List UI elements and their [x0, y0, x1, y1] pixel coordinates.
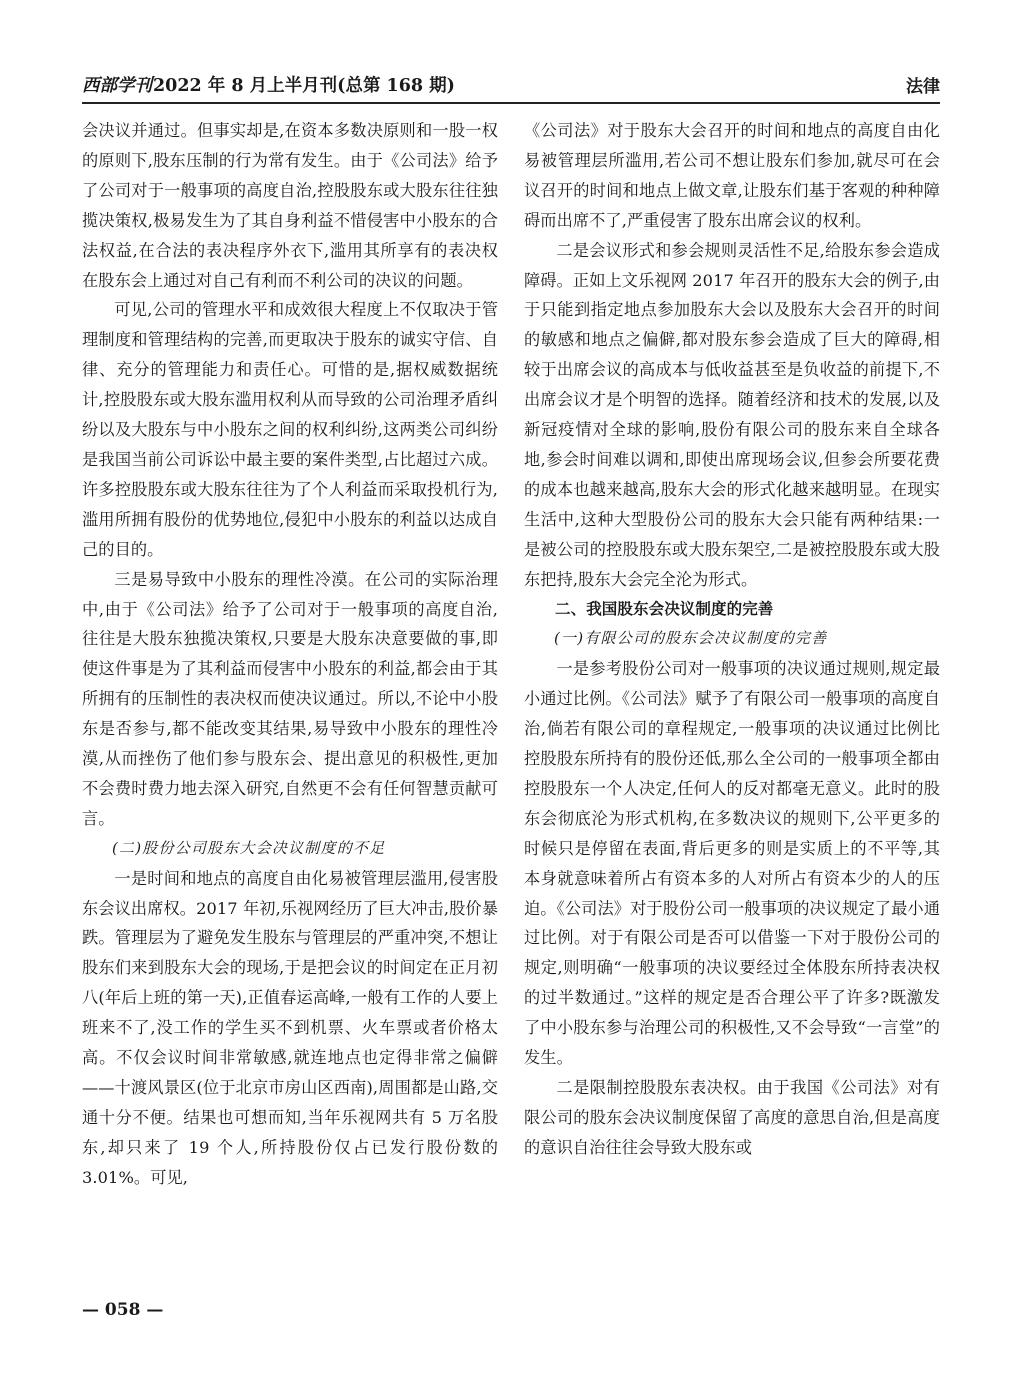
- journal-logo: 西部学刊: [82, 76, 152, 96]
- paragraph: 会决议并通过。但事实却是,在资本多数决原则和一股一权的原则下,股东压制的行为常有发生。由于《公司法》给予了公司对于一般事项的高度自治,控股股东或大股东往往独揽决策权,极易发生为了其自身利益不惜侵害中小股东的合法权益,在合法的表决程序外衣下,滥用其所享有的表决权在股东会上通过对自己有利而不利公司的决议的问题。: [82, 121, 498, 290]
- paragraph: 《公司法》对于股东大会召开的时间和地点的高度自由化易被管理层所滥用,若公司不想让股东们参加,就尽可在会议召开的时间和地点上做文章,让股东们基于客观的种种障碍而出席不了,严重侵害了股东出席会议的权利。: [524, 121, 940, 230]
- right-column: [524, 116, 940, 1163]
- subsection-heading: (二)股份公司股东大会决议制度的不足: [112, 838, 386, 857]
- paragraph: 一是参考股份公司对一般事项的决议通过规则,规定最小通过比例。《公司法》赋予了有限公司一般事项的高度自治,倘若有限公司的章程规定,一般事项的决议通过比例比控股股东所持有的股份还低,那么全公司的一般事项全都由控股股东一个人决定,任何人的反对都毫无意义。此时的股东会彻底沦为形式机构,在多数决议的规则下,公平更多的时候只是停留在表面,背后更多的则是实质上的不平等,其本身就意味着所占有资本多的人对所占有资本少的人的压迫。《公司法》对于股份公司一般事项的决议规定了最小通过比例。对于有限公司是否可以借鉴一下对于股份公司的规定,则明确“一般事项的决议要经过全体股东所持表决权的过半数通过。”这样的规定是否合理公平了许多?既激发了中小股东参与治理公司的积极性,又不会导致“一言堂”的发生。: [524, 659, 940, 1068]
- issue-info: 2022 年 8 月上半月刊(总第 168 期): [153, 76, 455, 96]
- paragraph: 二是限制控股股东表决权。由于我国《公司法》对有限公司的股东会决议制度保留了高度的意思自治,但是高度的意识自治往往会导致大股东或: [524, 1078, 940, 1157]
- paragraph: 三是易导致中小股东的理性冷漠。在公司的实际治理中,由于《公司法》给予了公司对于一般事项的高度自治,往往是大股东独揽决策权,只要是大股东决意要做的事,即使这件事是为了其利益而侵害中小股东的利益,都会由于其所拥有的压制性的表决权而使决议通过。所以,不论中小股东是否参与,都不能改变其结果,易导致中小股东的理性冷漠,从而挫伤了他们参与股东会、提出意见的积极性,更加不会费时费力地去深入研究,自然更不会有任何智慧贡献可言。: [82, 569, 498, 828]
- left-column: [82, 116, 498, 1193]
- page-header: [82, 66, 940, 106]
- page-number: — 058 —: [82, 1300, 164, 1320]
- header-divider: [82, 102, 940, 104]
- subsection-heading: (一)有限公司的股东会决议制度的完善: [554, 629, 828, 648]
- section-heading: 二、我国股东会决议制度的完善: [555, 599, 774, 618]
- paragraph: 一是时间和地点的高度自由化易被管理层滥用,侵害股东会议出席权。2017 年初,乐视网经历了巨大冲击,股价暴跌。管理层为了避免发生股东与管理层的严重冲突,不想让股东们来到股东大会的现场,于是把会议的时间定在正月初八(年后上班的第一天),正值春运高峰,一般有工作的人要上班来不了,没工作的学生买不到机票、火车票或者价格太高。不仅会议时间非常敏感,就连地点也定得非常之偏僻——十渡风景区(位于北京市房山区西南),周围都是山路,交通十分不便。结果也可想而知,当年乐视网共有 5 万名股东,却只来了 19 个人,所持股份仅占已发行股份数的 3.01%。可见,: [82, 868, 498, 1187]
- journal-issue-title: [82, 72, 455, 97]
- paragraph: 可见,公司的管理水平和成效很大程度上不仅取决于管理制度和管理结构的完善,而更取决于股东的诚实守信、自律、充分的管理能力和责任心。可惜的是,据权威数据统计,控股股东或大股东滥用权利从而导致的公司治理矛盾纠纷以及大股东与中小股东之间的权利纠纷,这两类公司纠纷是我国当前公司诉讼中最主要的案件类型,占比超过六成。许多控股股东或大股东往往为了个人利益而采取投机行为,滥用所拥有股份的优势地位,侵犯中小股东的利益以达成自己的目的。: [82, 300, 498, 559]
- section-label: 法律: [906, 77, 940, 97]
- paragraph: 二是会议形式和参会规则灵活性不足,给股东参会造成障碍。正如上文乐视网 2017 年召开的股东大会的例子,由于只能到指定地点参加股东大会以及股东大会召开的时间的敏感和地点之偏僻,都对股东参会造成了巨大的障碍,相较于出席会议的高成本与低收益甚至是负收益的前提下,不出席会议才是个明智的选择。随着经济和技术的发展,以及新冠疫情对全球的影响,股份有限公司的股东来自全球各地,参会时间难以调和,即使出席现场会议,但参会所要花费的成本也越来越高,股东大会的形式化越来越明显。在现实生活中,这种大型股份公司的股东大会只能有两种结果:一是被公司的控股股东或大股东架空,二是被控股股东或大股东把持,股东大会完全沦为形式。: [524, 240, 940, 589]
